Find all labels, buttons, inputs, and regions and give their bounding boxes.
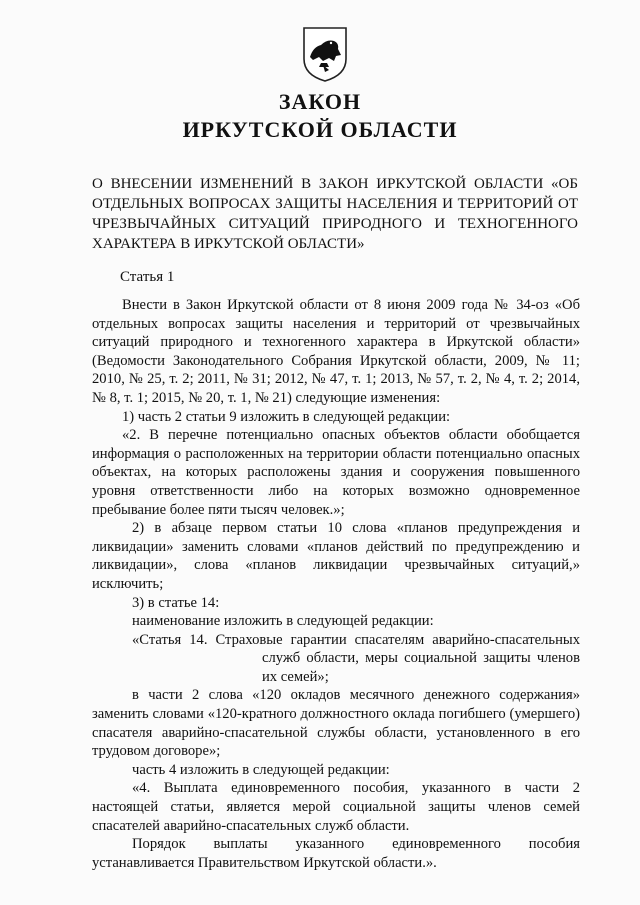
paragraph-payment-order: Порядок выплаты указанного единовременного пособия устанавливается Правительством Иркутской области.». [92,836,580,871]
paragraph-item-3: 3) в статье 14: [132,594,220,611]
paragraph-part-4-change: часть 4 изложить в следующей редакции: [132,761,390,778]
article-heading: Статья 1 [120,269,175,285]
document-body [92,296,580,872]
document-subtitle: О ВНЕСЕНИИ ИЗМЕНЕНИЙ В ЗАКОН ИРКУТСКОЙ ОБЛАСТИ «ОБ ОТДЕЛЬНЫХ ВОПРОСАХ ЗАЩИТЫ НАСЕЛЕНИЯ И ТЕРРИТОРИЙ ОТ ЧРЕЗВЫЧАЙНЫХ СИТУАЦИЙ ПРИРОДНОГО И ТЕХНОГЕННОГО ХАРАКТЕРА В ИРКУТСКОЙ ОБЛАСТИ» [92,176,578,252]
paragraph-quote-4: «4. Выплата единовременного пособия, указанного в части 2 настоящей статьи, является мерой социальной защиты членов семей спасателей аварийно-спасательных служб области. [92,780,580,834]
paragraph-intro: Внести в Закон Иркутской области от 8 июня 2009 года № 34-оз «Об отдельных вопросах защиты населения и территорий от чрезвычайных ситуаций природного и техногенного характера в Иркутской области» (Ведомости Законодательного Собрания Иркутской области, 2009, № 11; 2010, № 25, т. 2; 2011, № 31; 2012, № 47, т. 1; 2013, № 57, т. 2, № 4, т. 2; 2014, № 8, т. 1; 2015, № 20, т. 1, № 21) следующие изменения: [92,297,580,406]
paragraph-item-2: 2) в абзаце первом статьи 10 слова «планов предупреждения и ликвидации» заменить словами «планов действий по предупреждению и ликвидации», слова «планов ликвидации чрезвычайных ситуаций,» исключить; [92,520,580,592]
document-title-line2: ИРКУТСКОЙ ОБЛАСТИ [182,117,458,142]
paragraph-item-1: 1) часть 2 статьи 9 изложить в следующей редакции: [122,408,451,425]
paragraph-quote-2: «2. В перечне потенциально опасных объектов области обобщается информация о расположенных на территории области потенциально опасных объектах, на которых расположены здания и сооружения повышенного уровня ответственности либо на которых возможно одновременное пребывание более пяти тысяч человек.»; [92,427,580,518]
paragraph-article-14-title: «Статья 14. Страховые гарантии спасателям аварийно-спасательных служб области, меры социальной защиты членов их семей»; [132,631,580,685]
coat-of-arms-icon [301,25,349,83]
paragraph-part-2-change: в части 2 слова «120 окладов месячного денежного содержания» заменить словами «120-кратного должностного оклада погибшего (умершего) спасателя аварийно-спасательной службы области, установленного в его трудовом договоре»; [92,687,580,760]
document-title-line1: ЗАКОН [278,89,362,114]
paragraph-name-change: наименование изложить в следующей редакции: [132,613,434,630]
